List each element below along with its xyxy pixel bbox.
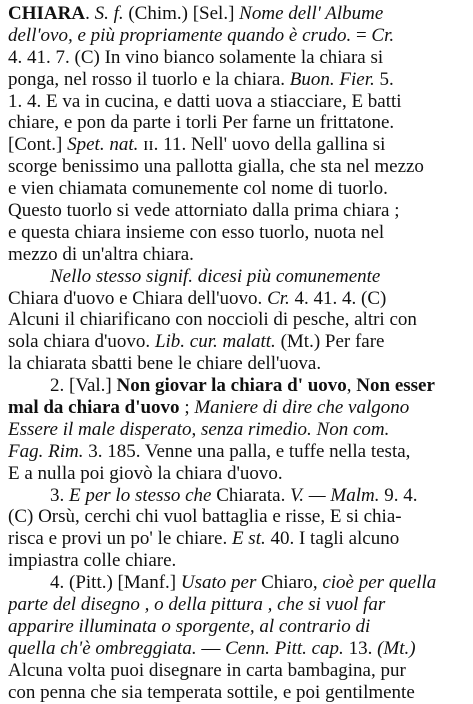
text-segment: 3. bbox=[50, 484, 69, 506]
text-segment: , bbox=[346, 375, 357, 397]
text-line bbox=[8, 91, 467, 113]
text-line bbox=[8, 222, 467, 244]
italic-text: S. f. bbox=[94, 3, 124, 24]
italic-text: Buon. Fier. bbox=[289, 68, 375, 90]
text-line bbox=[8, 528, 467, 550]
text-segment: impiastra colle chiare. bbox=[8, 550, 177, 572]
text-segment: Chiaro, bbox=[256, 572, 323, 594]
italic-text: Spet. nat. bbox=[67, 134, 139, 156]
text-segment: 1. 4. E va in cucina, e datti uova a stiacciare, E batti bbox=[8, 90, 402, 112]
text-segment: 4. (Pitt.) [Manf.] bbox=[50, 572, 181, 594]
text-segment: 9. 4. bbox=[379, 484, 418, 506]
text-line bbox=[8, 441, 467, 463]
text-line bbox=[8, 3, 467, 25]
text-line bbox=[8, 244, 467, 266]
text-segment: (Chim.) [Sel.] bbox=[123, 3, 240, 24]
text-line bbox=[8, 134, 467, 156]
italic-text: quella ch'è ombreggiata. bbox=[8, 637, 197, 659]
text-line bbox=[8, 200, 467, 222]
text-segment: con penna che sia temperata sottile, e poi gentilmente bbox=[8, 681, 415, 703]
text-segment: 5. bbox=[374, 68, 394, 90]
text-line bbox=[8, 660, 467, 682]
italic-text: senza rimedio. Non com. bbox=[200, 418, 390, 440]
text-line bbox=[8, 178, 467, 200]
text-line bbox=[8, 419, 467, 441]
italic-text: Usato per bbox=[180, 572, 257, 594]
headword: CHIARA bbox=[8, 3, 86, 24]
text-line bbox=[8, 550, 467, 572]
italic-text: Essere il male disperato bbox=[8, 418, 192, 440]
text-segment: = bbox=[351, 24, 372, 46]
italic-text: dell'ovo, e più propriamente quando è crudo. bbox=[8, 24, 352, 46]
text-segment: ; bbox=[179, 397, 195, 419]
italic-text: parte del disegno , o della pittura , che si vuol far bbox=[8, 594, 386, 616]
italic-text: Cenn. Pitt. cap. bbox=[225, 637, 344, 659]
text-segment: e questa chiara insieme con esso tuorlo, nuota nel bbox=[8, 221, 385, 243]
text-line bbox=[8, 47, 467, 69]
italic-text: E per lo stesso che bbox=[69, 484, 212, 506]
text-segment: E a nulla poi giovò la chiara d'uovo. bbox=[8, 462, 283, 484]
italic-text: Maniere di dire che valgono bbox=[194, 397, 410, 419]
text-segment: risca e provi un po' le chiare. bbox=[8, 528, 232, 550]
text-line bbox=[8, 638, 467, 660]
text-segment: (Mt.) Per fare bbox=[275, 331, 385, 353]
text-line bbox=[8, 25, 467, 47]
text-segment: e vien chiamata comunemente col nome di tuorlo. bbox=[8, 178, 388, 200]
text-segment: . bbox=[85, 3, 95, 24]
text-segment: 2. [Val.] bbox=[50, 375, 117, 397]
text-line bbox=[8, 309, 467, 331]
text-segment: Questo tuorlo si vede attorniato dalla prima chiara ; bbox=[8, 200, 400, 222]
italic-text: cioè per quella bbox=[322, 572, 437, 594]
text-line bbox=[8, 266, 467, 288]
italic-text: Nello stesso signif. dicesi più comunemente bbox=[50, 265, 381, 287]
italic-text: apparire illuminata o sporgente, al contrario di bbox=[8, 615, 371, 637]
text-line bbox=[8, 112, 467, 134]
text-segment: Chiara d'uovo e Chiara dell'uovo. bbox=[8, 287, 268, 309]
text-segment: 40. I tagli alcuno bbox=[265, 528, 400, 550]
text-segment: 3. 185. Venne una palla, e tuffe nella testa, bbox=[83, 440, 411, 462]
text-segment: Chiarata. bbox=[211, 484, 291, 506]
italic-text: (Mt.) bbox=[377, 637, 416, 659]
text-segment: Alcuna volta puoi disegnare in carta bambagina, pur bbox=[8, 659, 406, 681]
text-segment: scorge benissimo una pallotta gialla, che sta nel mezzo bbox=[8, 156, 424, 178]
text-line bbox=[8, 69, 467, 91]
text-segment: 4. 41. 4. (C) bbox=[289, 287, 387, 309]
text-line bbox=[8, 397, 467, 419]
italic-text: Cr. bbox=[267, 287, 290, 309]
text-segment: ɪɪ. 11. Nell' uovo della gallina si bbox=[138, 134, 386, 156]
text-segment: — bbox=[196, 637, 226, 659]
text-line bbox=[8, 572, 467, 594]
text-segment: 4. 41. 7. (C) In vino bianco solamente la chiara si bbox=[8, 46, 384, 68]
bold-phrase: Non giovar la chiara d' uovo bbox=[116, 375, 347, 397]
text-line bbox=[8, 156, 467, 178]
italic-text: Cr. bbox=[371, 24, 395, 46]
text-segment: 13. bbox=[343, 637, 378, 659]
text-segment: ponga, nel rosso il tuorlo e la chiara. bbox=[8, 68, 290, 90]
italic-text: Fag. Rim. bbox=[8, 440, 84, 462]
text-segment: chiare, e pon da parte i torli Per farne un frittatone. bbox=[8, 112, 395, 134]
bold-phrase: Non esser bbox=[356, 375, 435, 397]
text-line bbox=[8, 616, 467, 638]
italic-text: V. — Malm. bbox=[290, 484, 380, 506]
text-line bbox=[8, 353, 467, 375]
text-segment: sola chiara d'uovo. bbox=[8, 331, 155, 353]
italic-text: E st. bbox=[231, 528, 266, 550]
text-segment: mezzo di un'altra chiara. bbox=[8, 243, 194, 265]
text-line bbox=[8, 506, 467, 528]
bold-phrase: mal da chiara d'uovo bbox=[8, 397, 180, 419]
text-line bbox=[8, 463, 467, 485]
text-segment: Alcuni il chiarificano con noccioli di pesche, altri con bbox=[8, 309, 417, 331]
text-segment: [Cont.] bbox=[8, 134, 68, 156]
text-segment: la chiarata sbatti bene le chiare dell'uova. bbox=[8, 353, 322, 375]
italic-text: Lib. cur. malatt. bbox=[154, 331, 276, 353]
text-segment: , bbox=[191, 418, 201, 440]
text-segment: (C) Orsù, cerchi chi vuol battaglia e risse, E si chia- bbox=[8, 506, 402, 528]
text-line bbox=[8, 375, 467, 397]
text-line bbox=[8, 331, 467, 353]
text-line bbox=[8, 288, 467, 310]
text-line bbox=[8, 594, 467, 616]
text-line bbox=[8, 485, 467, 507]
italic-text: Nome dell' Albume bbox=[239, 3, 384, 24]
